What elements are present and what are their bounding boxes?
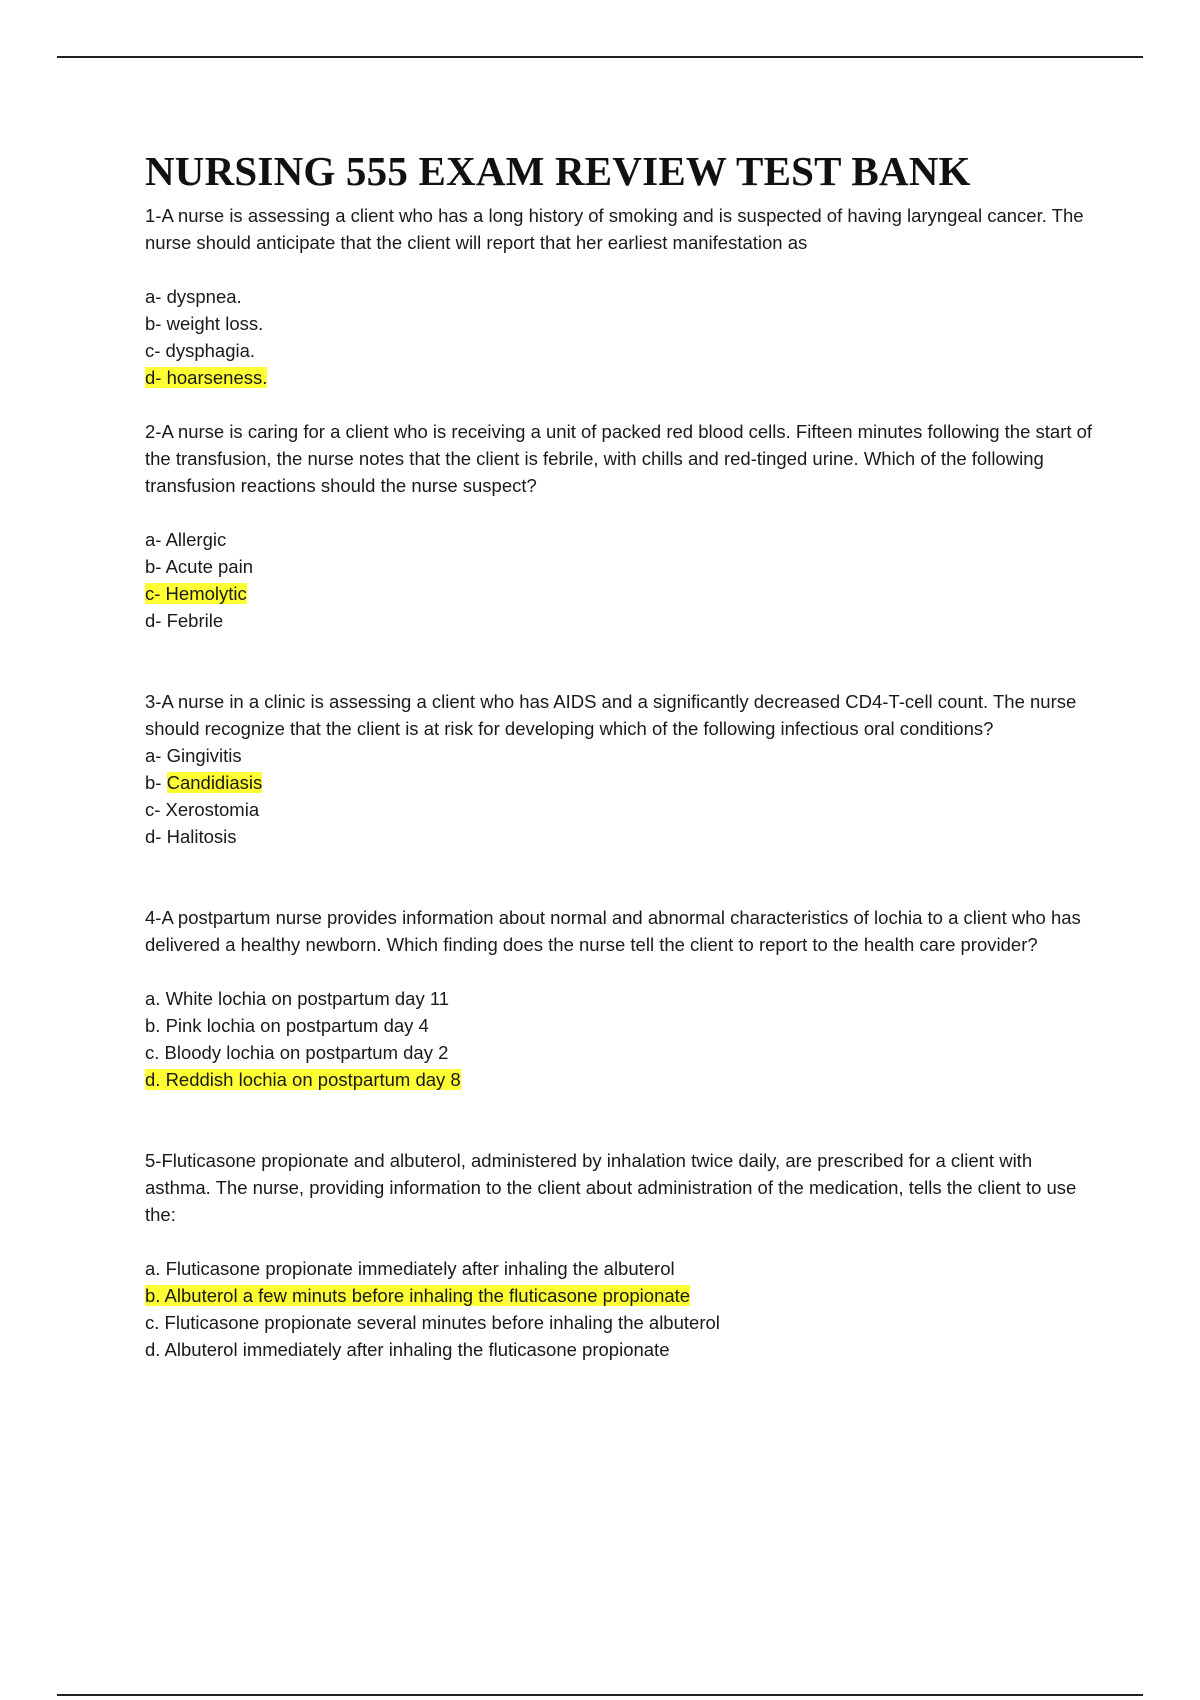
option-5a [145,1255,1095,1282]
option-3c-text: c- Xerostomia [145,799,260,820]
option-4d [145,1066,1095,1093]
question-1 [145,202,1095,391]
option-2a-text: a- Allergic [145,529,227,550]
option-4d-answer-highlight: d. Reddish lochia on postpartum day 8 [145,1069,461,1090]
option-3d-text: d- Halitosis [145,826,237,847]
option-3b-answer-highlight: Candidiasis [166,772,263,793]
option-5c-text: c. Fluticasone propionate several minutes before inhaling the albuterol [145,1312,720,1333]
question-1-options [145,283,1095,391]
option-1c-text: c- dysphagia. [145,340,256,361]
option-4c-text: c. Bloody lochia on postpartum day 2 [145,1042,449,1063]
option-3b-prefix: b- [145,772,167,793]
option-1b-text: b- weight loss. [145,313,264,334]
option-4b-text: b. Pink lochia on postpartum day 4 [145,1015,429,1036]
question-2-options [145,526,1095,634]
option-1b [145,310,1095,337]
option-3b [145,769,1095,796]
option-5b-answer-highlight: b. Albuterol a few minuts before inhaling the fluticasone propionate [145,1285,691,1306]
option-4a-text: a. White lochia on postpartum day 11 [145,988,450,1009]
option-5d-text: d. Albuterol immediately after inhaling the fluticasone propionate [145,1339,670,1360]
option-5d [145,1336,1095,1363]
option-4a [145,985,1095,1012]
option-2a [145,526,1095,553]
question-3-text: 3-A nurse in a clinic is assessing a client who has AIDS and a significantly decreased CD4-T-cell count. The nurse should recognize that the client is at risk for developing which of the following infectious oral conditions? [145,691,1077,739]
option-3a-text: a- Gingivitis [145,745,242,766]
question-3-options [145,742,1095,850]
top-rule [57,56,1143,58]
option-5a-text: a. Fluticasone propionate immediately after inhaling the albuterol [145,1258,675,1279]
option-4b [145,1012,1095,1039]
option-5c [145,1309,1095,1336]
question-4 [145,904,1095,1093]
question-4-options [145,985,1095,1093]
document-body [145,146,1095,1363]
option-2c-answer-highlight: c- Hemolytic [145,583,247,604]
option-1d [145,364,1095,391]
option-2b [145,553,1095,580]
question-4-text: 4-A postpartum nurse provides information about normal and abnormal characteristics of lochia to a client who has delivered a healthy newborn. Which finding does the nurse tell the client to report to the health care provider? [145,907,1081,955]
option-2c [145,580,1095,607]
option-4c [145,1039,1095,1066]
option-1c [145,337,1095,364]
option-3c [145,796,1095,823]
bottom-rule [57,1694,1143,1696]
question-2 [145,418,1095,634]
option-5b [145,1282,1095,1309]
question-5-options [145,1255,1095,1363]
question-2-text: 2-A nurse is caring for a client who is receiving a unit of packed red blood cells. Fifteen minutes following the start of the transfusion, the nurse notes that the client is febrile, with chills and red-tinged urine. Which of the following transfusion reactions should the nurse suspect? [145,421,1093,496]
question-1-text: 1-A nurse is assessing a client who has a long history of smoking and is suspected of having laryngeal cancer. The nurse should anticipate that the client will report that her earliest manifestation as [145,205,1084,253]
document-title: NURSING 555 EXAM REVIEW TEST BANK [145,148,971,194]
option-1a [145,283,1095,310]
question-5-text: 5-Fluticasone propionate and albuterol, administered by inhalation twice daily, are prescribed for a client with asthma. The nurse, providing information to the client about administration of the medication, tells the client to use the: [145,1150,1077,1225]
option-1a-text: a- dyspnea. [145,286,242,307]
question-3 [145,688,1095,850]
option-1d-answer-highlight: d- hoarseness. [145,367,268,388]
option-2d [145,607,1095,634]
option-3a [145,742,1095,769]
question-5 [145,1147,1095,1363]
option-2b-text: b- Acute pain [145,556,253,577]
option-3d [145,823,1095,850]
option-2d-text: d- Febrile [145,610,224,631]
